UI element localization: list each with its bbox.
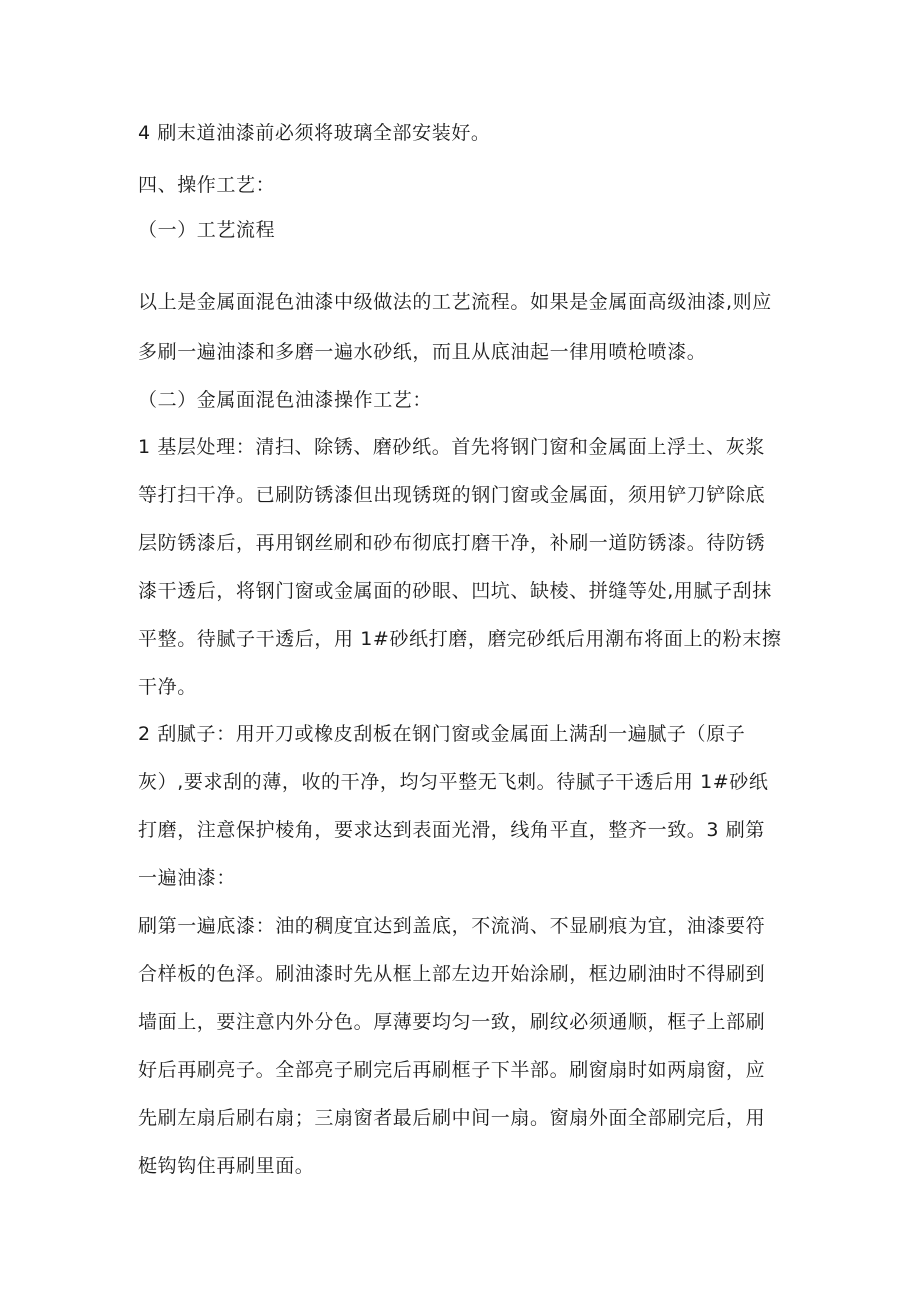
text-line: 灰）,要求刮的薄，收的干净，均匀平整无飞刺。待腻子干透后用 1#砂纸 xyxy=(138,771,769,793)
text-line: 等打扫干净。已刷防锈漆但出现锈斑的钢门窗或金属面，须用铲刀铲除底 xyxy=(138,484,766,506)
text-line: 好后再刷亮子。全部亮子刷完后再刷框子下半部。刷窗扇时如两扇窗，应 xyxy=(138,1059,766,1081)
text-line: 一遍油漆： xyxy=(138,867,237,889)
text-line: 梃钩钩住再刷里面。 xyxy=(138,1155,315,1177)
text-line: 墙面上，要注意内外分色。厚薄要均匀一致，刷纹必须通顺，框子上部刷 xyxy=(138,1011,766,1033)
text-line: 漆干透后，将钢门窗或金属面的砂眼、凹坑、缺棱、拼缝等处,用腻子刮抹 xyxy=(138,580,772,602)
text-line: 打磨，注意保护棱角，要求达到表面光滑，线角平直，整齐一致。3 刷第 xyxy=(138,819,765,841)
subheading-metal-paint-process: （二）金属面混色油漆操作工艺： xyxy=(138,389,433,411)
text-line-step-1: 1 基层处理：清扫、除锈、磨砂纸。首先将钢门窗和金属面上浮土、灰浆 xyxy=(138,436,765,458)
text-line-first-coat: 刷第一遍底漆：油的稠度宜达到盖底，不流淌、不显刷痕为宜，油漆要符 xyxy=(138,915,766,937)
text-line: 先刷左扇后刷右扇；三扇窗者最后刷中间一扇。窗扇外面全部刷完后，用 xyxy=(138,1107,766,1129)
section-heading-operation-process: 四、操作工艺： xyxy=(138,174,276,196)
text-line: 合样板的色泽。刷油漆时先从框上部左边开始涂刷，框边刷油时不得刷到 xyxy=(138,963,766,985)
subheading-process-flow: （一）工艺流程 xyxy=(138,219,276,241)
text-line: 以上是金属面混色油漆中级做法的工艺流程。如果是金属面高级油漆,则应 xyxy=(138,291,772,313)
text-line-requirement-4: 4 刷末道油漆前必须将玻璃全部安装好。 xyxy=(138,122,491,144)
text-line-step-2: 2 刮腻子：用开刀或橡皮刮板在钢门窗或金属面上满刮一遍腻子（原子 xyxy=(138,723,746,745)
text-line: 干净。 xyxy=(138,676,197,698)
text-line: 平整。待腻子干透后，用 1#砂纸打磨，磨完砂纸后用潮布将面上的粉末擦 xyxy=(138,628,782,650)
text-line: 层防锈漆后，再用钢丝刷和砂布彻底打磨干净，补刷一道防锈漆。待防锈 xyxy=(138,532,766,554)
text-line: 多刷一遍油漆和多磨一遍水砂纸，而且从底油起一律用喷枪喷漆。 xyxy=(138,341,707,363)
